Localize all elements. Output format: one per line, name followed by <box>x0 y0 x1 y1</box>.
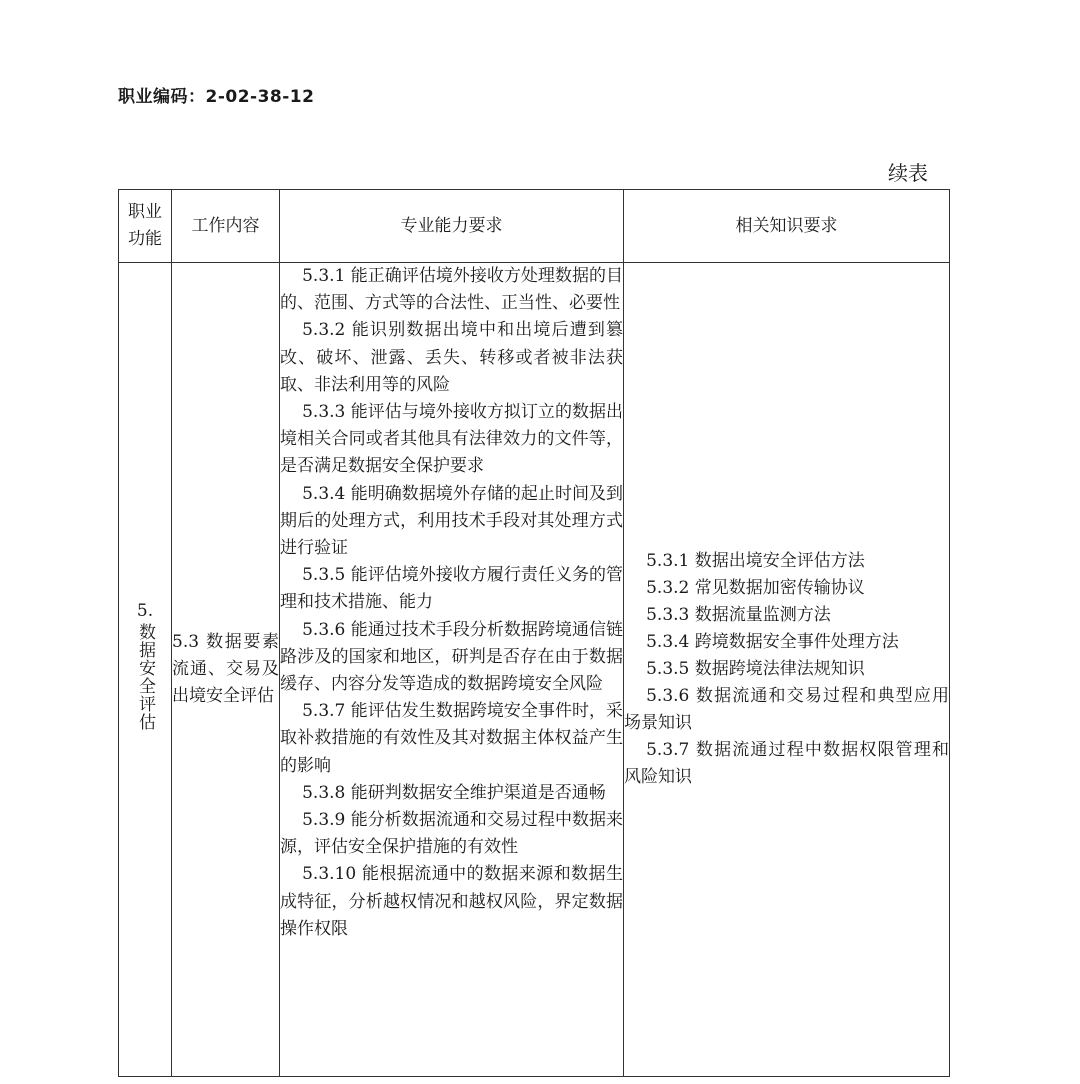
column-header-knowledge: 相关知识要求 <box>624 190 950 263</box>
ability-item: 5.3.4 能明确数据境外存储的起止时间及到期后的处理方式，利用技术手段对其处理方式进行验证 <box>280 483 623 559</box>
knowledge-item: 5.3.7 数据流通过程中数据权限管理和风险知识 <box>624 740 949 787</box>
column-header-function-line2: 功能 <box>128 229 162 249</box>
ability-item: 5.3.1 能正确评估境外接收方处理数据的目的、范围、方式等的合法性、正当性、必要性 <box>280 266 623 314</box>
column-header-function <box>119 190 172 263</box>
work-content-cell: 5.3 数据要素流通、交易及出境安全评估 <box>172 263 280 1077</box>
table-header-row <box>119 190 950 263</box>
ability-item: 5.3.5 能评估境外接收方履行责任义务的管理和技术措施、能力 <box>280 565 623 613</box>
abilities-cell <box>280 263 624 1077</box>
ability-item: 5.3.8 能研判数据安全维护渠道是否通畅 <box>302 782 606 803</box>
ability-item: 5.3.7 能评估发生数据跨境安全事件时，采取补救措施的有效性及其对数据主体权益产生的影响 <box>280 701 623 776</box>
column-header-work-content: 工作内容 <box>172 190 280 263</box>
column-header-function-line1: 职业 <box>128 202 162 222</box>
competency-table <box>118 189 950 1077</box>
knowledge-item: 5.3.2 常见数据加密传输协议 <box>646 578 865 598</box>
function-name: 数据安全评估 <box>135 623 155 731</box>
knowledge-item: 5.3.4 跨境数据安全事件处理方法 <box>646 632 899 652</box>
knowledge-cell <box>624 263 950 1077</box>
function-number: 5. <box>136 601 154 621</box>
table-row <box>119 263 950 1077</box>
knowledge-item: 5.3.5 数据跨境法律法规知识 <box>646 659 865 679</box>
knowledge-item: 5.3.1 数据出境安全评估方法 <box>646 551 865 571</box>
column-header-abilities: 专业能力要求 <box>280 190 624 263</box>
knowledge-item: 5.3.6 数据流通和交易过程和典型应用场景知识 <box>624 686 949 733</box>
ability-item: 5.3.10 能根据流通中的数据来源和数据生成特征，分析越权情况和越权风险，界定数据操作权限 <box>280 864 623 939</box>
ability-item: 5.3.9 能分析数据流通和交易过程中数据来源，评估安全保护措施的有效性 <box>280 810 623 858</box>
occupation-code: 职业编码：2-02-38-12 <box>118 87 315 107</box>
ability-item: 5.3.2 能识别数据出境中和出境后遭到篡改、破坏、泄露、丢失、转移或者被非法获取、非法利用等的风险 <box>280 320 623 395</box>
knowledge-item: 5.3.3 数据流量监测方法 <box>646 605 831 625</box>
ability-item: 5.3.3 能评估与境外接收方拟订立的数据出境相关合同或者其他具有法律效力的文件等，是否满足数据安全保护要求 <box>280 402 623 477</box>
continued-label: 续表 <box>888 161 928 185</box>
ability-item: 5.3.6 能通过技术手段分析数据跨境通信链路涉及的国家和地区，研判是否存在由于数据缓存、内容分发等造成的数据跨境安全风险 <box>280 619 623 695</box>
function-cell <box>119 263 172 1077</box>
